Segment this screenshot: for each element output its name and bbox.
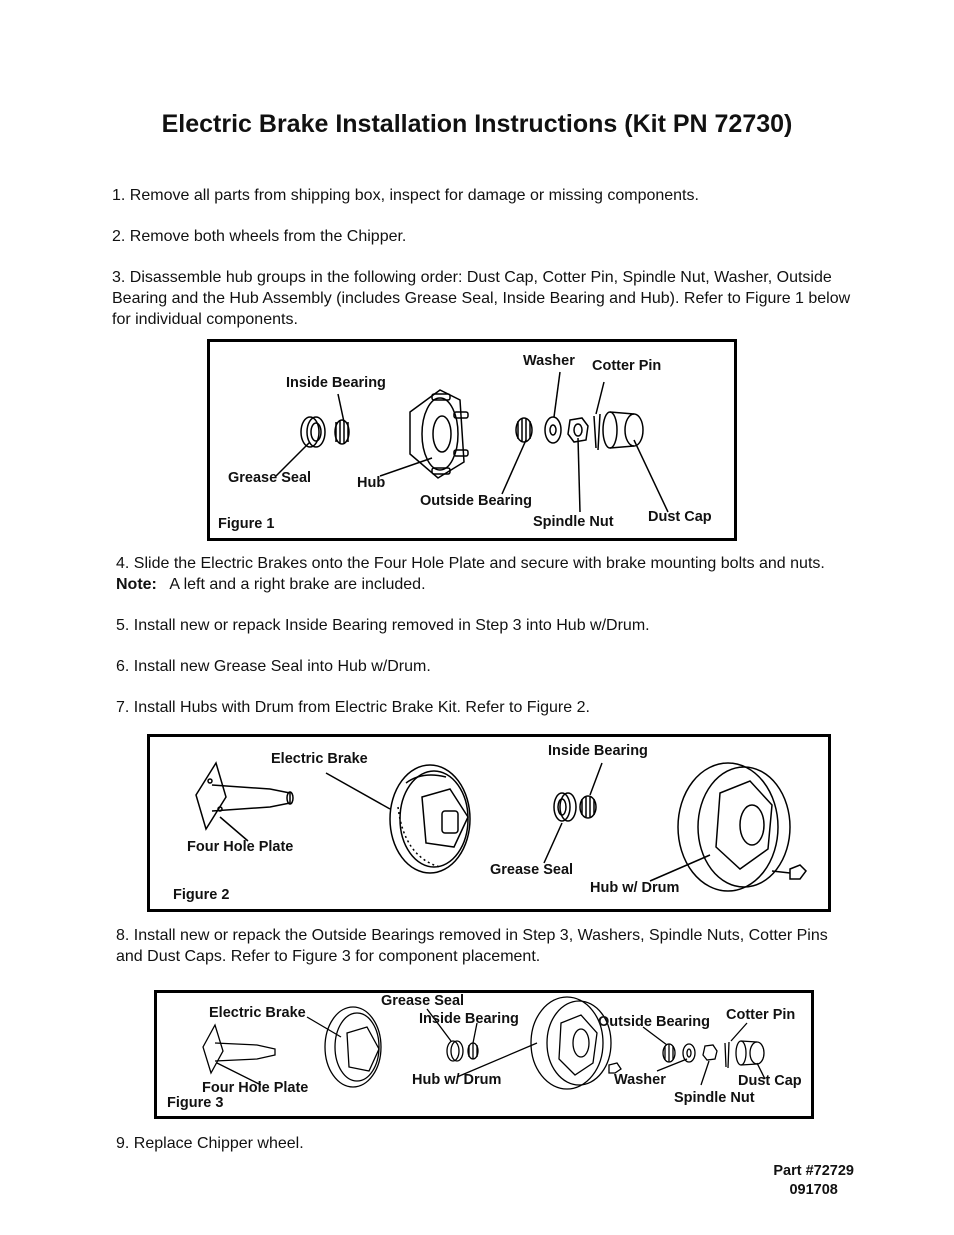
hub-w-drum-part — [531, 997, 621, 1089]
doc-code: 091708 — [789, 1182, 838, 1198]
footer — [773, 1162, 854, 1200]
label-hub-w-drum: Hub w/ Drum — [412, 1072, 502, 1088]
inside-bearing-part — [468, 1043, 478, 1059]
label-dust-cap: Dust Cap — [738, 1073, 802, 1089]
electric-brake-part — [390, 765, 470, 873]
label-inside-bearing: Inside Bearing — [419, 1011, 519, 1027]
label-dust-cap: Dust Cap — [648, 509, 712, 525]
label-outside-bearing: Outside Bearing — [420, 493, 532, 509]
step-4-text: 4. Slide the Electric Brakes onto the Four Hole Plate and secure with brake mounting bolts and nuts. — [116, 555, 825, 572]
step-4 — [116, 553, 856, 595]
label-grease-seal: Grease Seal — [228, 470, 312, 486]
figure-3-caption: Figure 3 — [167, 1095, 224, 1111]
grease-seal-part — [447, 1041, 463, 1061]
label-cotter-pin: Cotter Pin — [592, 358, 662, 374]
label-electric-brake: Electric Brake — [209, 1005, 306, 1021]
cotter-pin-part — [725, 1042, 729, 1068]
hub-part — [410, 390, 468, 478]
label-washer: Washer — [523, 353, 575, 369]
outside-bearing-part — [516, 418, 532, 442]
label-spindle-nut: Spindle Nut — [533, 514, 614, 530]
label-hub: Hub — [357, 475, 386, 491]
label-electric-brake: Electric Brake — [271, 751, 368, 767]
hub-w-drum-part — [678, 763, 806, 891]
grease-seal-part — [301, 417, 325, 447]
step-7: 7. Install Hubs with Drum from Electric Brake Kit. Refer to Figure 2. — [116, 699, 590, 716]
label-inside-bearing: Inside Bearing — [286, 375, 386, 391]
figure-3 — [154, 990, 814, 1119]
figure-2 — [147, 734, 831, 912]
step-2: 2. Remove both wheels from the Chipper. — [112, 228, 407, 245]
figure-2-drawing — [150, 737, 828, 909]
step-3: 3. Disassemble hub groups in the following order: Dust Cap, Cotter Pin, Spindle Nut, Washer, Outside Bearing and the Hub Assembly (includes Grease Seal, Inside Bearing and Hub). Refer to Figure 1 below for individual components. — [112, 269, 851, 328]
dust-cap-part — [603, 412, 643, 448]
dust-cap-part — [736, 1041, 764, 1065]
washer-part — [545, 417, 561, 443]
label-grease-seal: Grease Seal — [490, 862, 574, 878]
label-four-hole-plate: Four Hole Plate — [202, 1080, 309, 1096]
label-grease-seal: Grease Seal — [381, 993, 465, 1009]
figure-2-caption: Figure 2 — [173, 887, 230, 903]
step-8: 8. Install new or repack the Outside Bearings removed in Step 3, Washers, Spindle Nuts, Cotter Pins and Dust Caps. Refer to Figure 3 for component placement. — [116, 927, 828, 965]
step-4-note: Note: — [116, 576, 157, 593]
part-number: Part #72729 — [773, 1163, 854, 1179]
label-cotter-pin: Cotter Pin — [726, 1007, 796, 1023]
step-9: 9. Replace Chipper wheel. — [116, 1135, 304, 1152]
step-5: 5. Install new or repack Inside Bearing removed in Step 3 into Hub w/Drum. — [116, 617, 650, 634]
label-inside-bearing: Inside Bearing — [548, 743, 648, 759]
grease-seal-part — [554, 793, 576, 821]
label-washer: Washer — [614, 1072, 666, 1088]
four-hole-plate-part — [196, 763, 293, 829]
inside-bearing-part — [580, 796, 596, 818]
label-spindle-nut: Spindle Nut — [674, 1090, 755, 1106]
label-hub-w-drum: Hub w/ Drum — [590, 880, 680, 896]
page-title: Electric Brake Installation Instructions (Kit PN 72730) — [161, 110, 793, 138]
step-4-note-text: A left and a right brake are included. — [169, 576, 426, 593]
outside-bearing-part — [663, 1044, 675, 1062]
step-1: 1. Remove all parts from shipping box, inspect for damage or missing components. — [112, 187, 699, 204]
figure-1 — [207, 339, 737, 541]
electric-brake-part — [325, 1007, 381, 1087]
spindle-nut-part — [703, 1045, 717, 1060]
step-6: 6. Install new Grease Seal into Hub w/Drum. — [116, 658, 431, 675]
figure-1-caption: Figure 1 — [218, 516, 275, 532]
label-outside-bearing: Outside Bearing — [598, 1014, 710, 1030]
inside-bearing-part — [335, 420, 349, 444]
label-four-hole-plate: Four Hole Plate — [187, 839, 294, 855]
cotter-pin-part — [594, 414, 600, 450]
four-hole-plate-part — [203, 1025, 275, 1073]
